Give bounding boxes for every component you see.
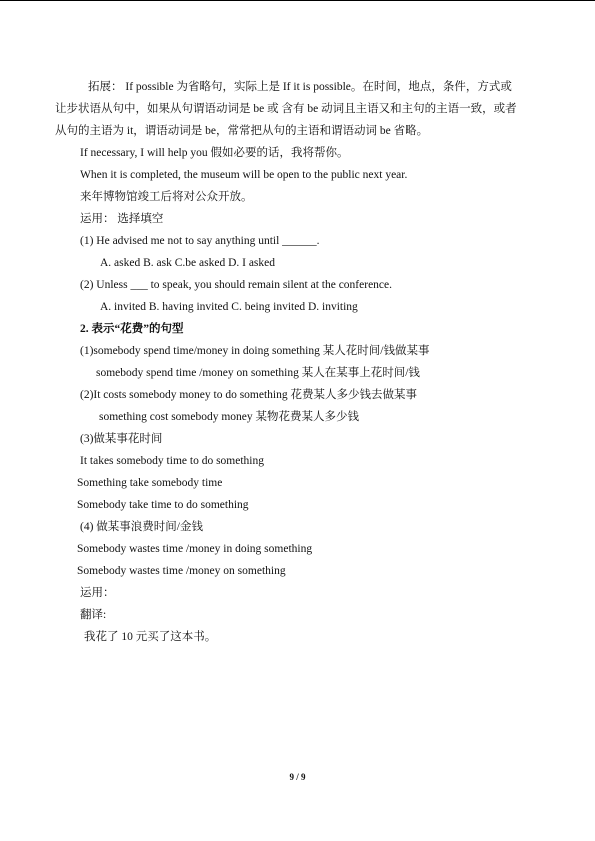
text-line: Something take somebody time — [77, 477, 223, 489]
text-line: 运用： 选择填空 — [80, 213, 164, 225]
text-line: 运用： — [80, 587, 115, 599]
answer-options: A. invited B. having invited C. being invited D. inviting — [100, 301, 358, 313]
text-line: (1)somebody spend time/money in doing something 某人花时间/钱做某事 — [80, 345, 430, 357]
text-line: If necessary, I will help you 假如必要的话，我将帮你。 — [80, 147, 349, 159]
text-line: 拓展： If possible 为省略句，实际上是 If it is possible。在时间，地点，条件，方式或 — [88, 81, 512, 93]
text-line: When it is completed, the museum will be open to the public next year. — [80, 169, 408, 181]
answer-options: A. asked B. ask C.be asked D. I asked — [100, 257, 276, 269]
text-line: (3)做某事花时间 — [80, 433, 163, 445]
text-line: somebody spend time /money on something 某人在某事上花时间/钱 — [96, 367, 420, 379]
text-line: something cost somebody money 某物花费某人多少钱 — [99, 411, 360, 423]
text-line: (4) 做某事浪费时间/金钱 — [80, 521, 203, 533]
text-line: Somebody wastes time /money on something — [77, 565, 286, 577]
text-line: Somebody wastes time /money in doing something — [77, 543, 313, 555]
section-heading: 2. 表示“花费”的句型 — [80, 323, 184, 335]
text-line: 从句的主语为 it，谓语动词是 be，常常把从句的主语和谓语动词 be 省略。 — [55, 125, 429, 137]
text-line: 我花了 10 元买了这本书。 — [84, 631, 217, 643]
text-line: It takes somebody time to do something — [80, 455, 264, 467]
text-line: 让步状语从句中，如果从句谓语动词是 be 或 含有 be 动词且主语又和主句的主语一致，或者 — [55, 103, 517, 115]
page-number: 9 / 9 — [289, 772, 306, 782]
text-line: 翻译: — [80, 609, 107, 621]
question-line: (2) Unless ___ to speak, you should remain silent at the conference. — [80, 279, 393, 291]
text-line: 来年博物馆竣工后将对公众开放。 — [80, 191, 253, 203]
page-top-border — [0, 0, 595, 1]
question-line: (1) He advised me not to say anything until ______. — [80, 235, 320, 247]
text-line: (2)It costs somebody money to do something 花费某人多少钱去做某事 — [80, 389, 417, 401]
text-line: Somebody take time to do something — [77, 499, 249, 511]
